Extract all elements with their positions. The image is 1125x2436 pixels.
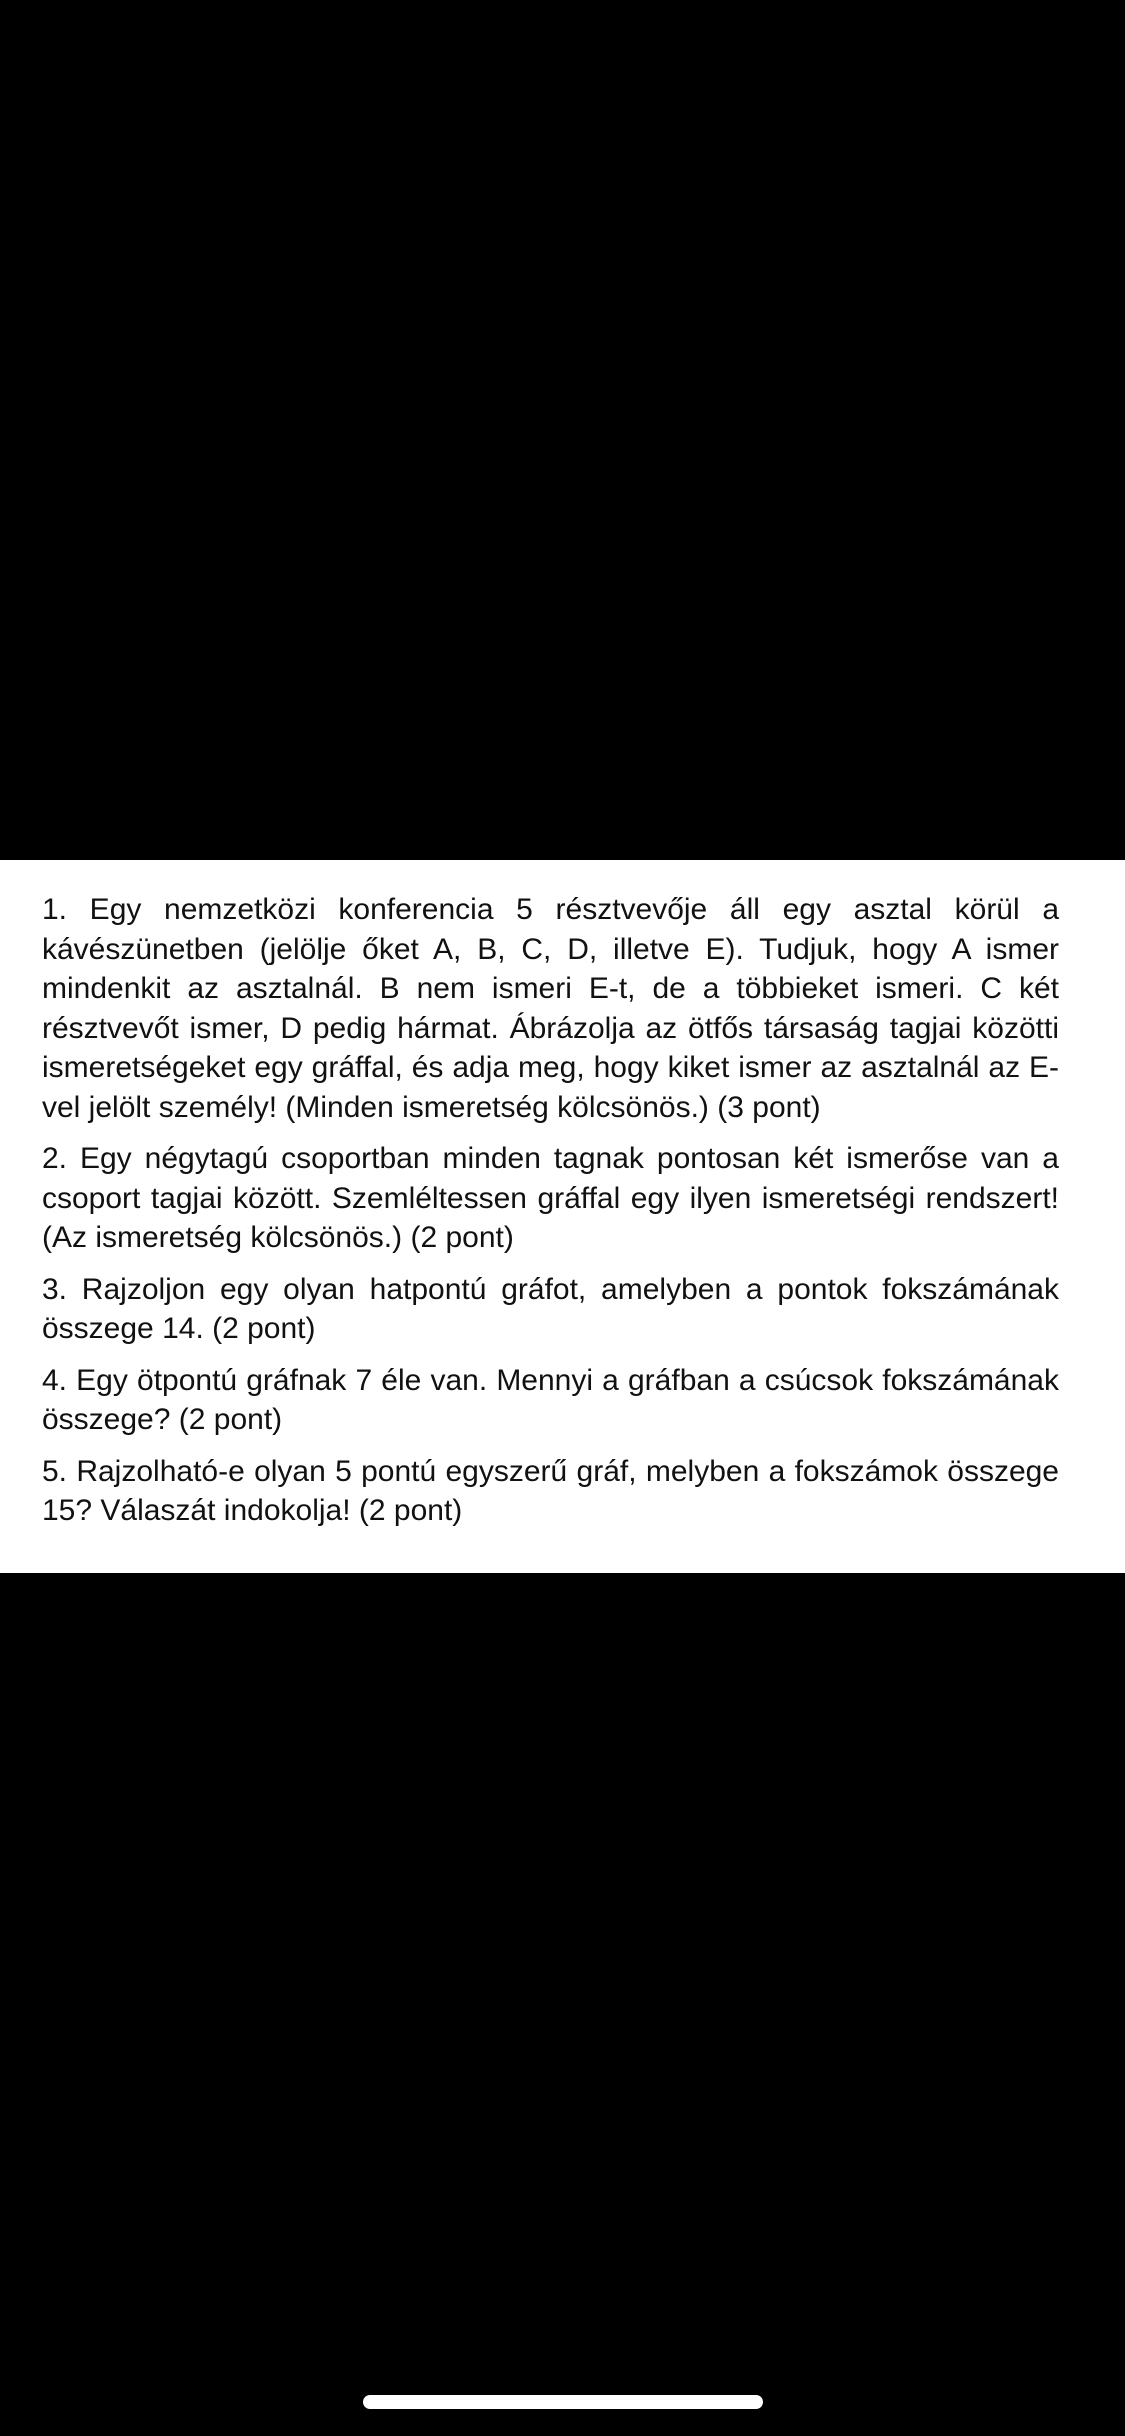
question-2: 2. Egy négytagú csoportban minden tagnak pontosan két ismerőse van a csoport tagjai között. Szemléltessen gráffal egy ilyen ismeretségi rendszert! (Az ismeretség kölcsönös.) (2 pont) (42, 1142, 1059, 1254)
question-1: 1. Egy nemzetközi konferencia 5 résztvevője áll egy asztal körül a kávészünetben (jelölje őket A, B, C, D, illetve E). Tudjuk, hogy A ismer mindenkit az asztalnál. B nem ismeri E-t, de a többieket ismeri. C két résztvevőt ismer, D pedig hármat. Ábrázolja az ötfős társaság tagjai közötti ismeretségeket egy gráffal, és adja meg, hogy kiket ismer az asztalnál az E-vel jelölt személy! (Minden ismeretség kölcsönös.) (3 pont) (42, 893, 1059, 1124)
top-black-area (0, 0, 1125, 860)
question-4: 4. Egy ötpontú gráfnak 7 éle van. Mennyi a gráfban a csúcsok fokszámának összege? (2 pont) (42, 1363, 1059, 1436)
document-photo (0, 860, 1125, 1573)
home-indicator[interactable] (363, 2395, 763, 2409)
bottom-black-area (0, 1573, 1125, 2436)
question-3: 3. Rajzoljon egy olyan hatpontú gráfot, amelyben a pontok fokszámának összege 14. (2 pont) (42, 1272, 1059, 1345)
question-5: 5. Rajzolható-e olyan 5 pontú egyszerű gráf, melyben a fokszámok összege 15? Válaszát indokolja! (2 pont) (42, 1454, 1059, 1527)
